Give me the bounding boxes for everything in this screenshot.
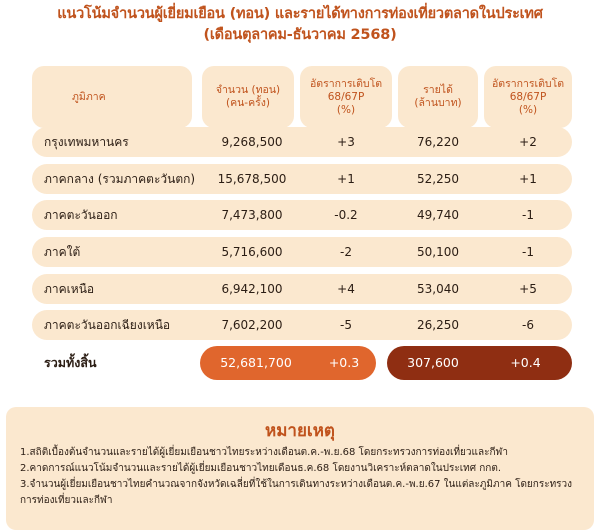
row-revenue: 49,740 [417, 208, 459, 222]
row-revenue: 26,250 [417, 318, 459, 332]
table-header [32, 66, 572, 128]
row-revenue: 50,100 [417, 245, 459, 259]
row-region: ภาคใต้ [44, 245, 81, 259]
total-visitor-growth: +0.3 [328, 355, 360, 370]
header-revenue-growth: อัตราการเติบโต 68/67P (%) [491, 77, 565, 116]
row-visitor-growth: -5 [340, 318, 352, 332]
table-row [32, 164, 572, 194]
header-visitors: จำนวน (ทอน) (คน-ครั้ง) [215, 84, 281, 109]
total-visitors-pill [200, 346, 376, 380]
table-row [32, 127, 572, 157]
note-item-2: 2.คาดการณ์แนวโน้มจำนวนและรายได้ผู้เยี่ยมเยือนชาวไทยเดือนธ.ค.68 โดยงานวิเคราะห์ตลาดในประเทศ กกต. [20, 463, 502, 474]
notes-title: หมายเหตุ [265, 421, 335, 441]
table-row [32, 310, 572, 340]
row-revenue: 52,250 [417, 172, 459, 186]
table-row [32, 200, 572, 230]
page-title [0, 4, 600, 46]
row-visitors: 7,473,800 [221, 208, 283, 222]
header-revenue: รายได้ (ล้านบาท) [414, 84, 462, 109]
total-visitors: 52,681,700 [220, 355, 292, 370]
row-visitors: 6,942,100 [221, 282, 283, 296]
title-line-2: (เดือนตุลาคม-ธันวาคม 2568) [203, 27, 397, 43]
title-line-1: แนวโน้มจำนวนผู้เยี่ยมเยือน (ทอน) และรายได้ทางการท่องเที่ยวตลาดในประเทศ [57, 6, 543, 22]
row-region: กรุงเทพมหานคร [44, 135, 129, 149]
row-region: ภาคเหนือ [44, 282, 95, 296]
row-revenue: 76,220 [417, 135, 459, 149]
row-visitors: 7,602,200 [221, 318, 283, 332]
row-visitors: 9,268,500 [221, 135, 283, 149]
row-visitor-growth: +4 [337, 282, 355, 296]
note-item-1: 1.สถิติเบื้องต้นจำนวนและรายได้ผู้เยี่ยมเยือนชาวไทยระหว่างเดือนต.ค.-พ.ย.68 โดยกระทรวงการท่องเที่ยวและกีฬา [20, 447, 508, 458]
total-revenue: 307,600 [407, 355, 459, 370]
row-visitor-growth: -0.2 [334, 208, 358, 222]
notes-box [6, 407, 594, 530]
row-revenue-growth: +2 [519, 135, 537, 149]
row-visitor-growth: -2 [340, 245, 352, 259]
row-region: ภาคกลาง (รวมภาคตะวันตก) [44, 172, 196, 186]
row-region: ภาคตะวันออกเฉียงเหนือ [44, 318, 171, 332]
header-visitor-growth: อัตราการเติบโต 68/67P (%) [309, 77, 383, 116]
header-region: ภูมิภาค [72, 90, 106, 103]
total-revenue-pill [387, 346, 572, 380]
note-item-3: 3.จำนวนผู้เยี่ยมเยือนชาวไทยคำนวณจากจังหวัดเฉลี่ยที่ใช้ในการเดินทางระหว่างเดือนต.ค.-พ.ย.67 ในแต่ละภูมิภาค โดยกระทรวงการท่องเที่ยวและกีฬา [20, 479, 573, 506]
row-revenue-growth: -1 [522, 208, 534, 222]
row-revenue-growth: +5 [519, 282, 537, 296]
notes-list [20, 445, 586, 509]
row-visitor-growth: +3 [337, 135, 355, 149]
row-visitor-growth: +1 [337, 172, 355, 186]
row-revenue: 53,040 [417, 282, 459, 296]
total-revenue-growth: +0.4 [510, 355, 541, 370]
row-revenue-growth: -6 [522, 318, 534, 332]
row-visitors: 15,678,500 [217, 172, 287, 186]
row-visitors: 5,716,600 [221, 245, 283, 259]
total-label: รวมทั้งสิ้น [44, 355, 97, 370]
row-revenue-growth: -1 [522, 245, 534, 259]
row-revenue-growth: +1 [519, 172, 537, 186]
table-row [32, 274, 572, 304]
row-region: ภาคตะวันออก [44, 208, 118, 222]
table-row [32, 237, 572, 267]
